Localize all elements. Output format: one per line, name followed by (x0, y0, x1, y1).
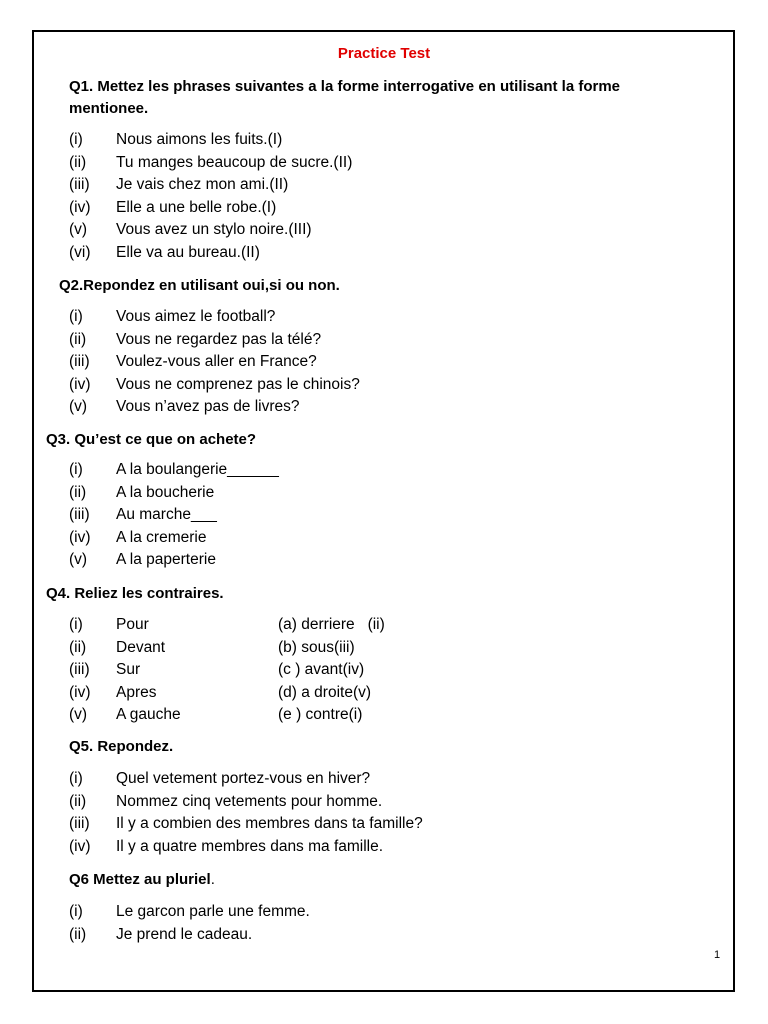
list-item (69, 659, 385, 682)
q6-heading-suffix: . (210, 871, 215, 888)
list-item (69, 374, 360, 397)
item-number: (i) (69, 616, 83, 633)
item-left: A gauche (116, 706, 181, 723)
list-item (69, 549, 279, 572)
item-left: Devant (116, 638, 166, 656)
item-text: A la boucherie (116, 483, 215, 501)
item-number: (iii) (69, 353, 90, 370)
item-right: (e ) contre(i) (278, 706, 363, 723)
list-item (69, 768, 423, 791)
list-item (69, 306, 360, 329)
list-item (69, 174, 352, 197)
item-left: Sur (116, 661, 141, 678)
list-item (69, 482, 279, 505)
item-text: Elle va au bureau.(II) (116, 243, 260, 261)
item-text: Elle a une belle robe.(I) (116, 198, 277, 216)
list-item (69, 219, 352, 242)
item-text: Vous aimez le football? (116, 308, 276, 325)
item-number: (v) (69, 551, 88, 568)
item-number: (iii) (69, 176, 90, 193)
item-right: (d) a droite(v) (278, 683, 372, 701)
item-text: A la cremerie (116, 528, 207, 546)
list-item (69, 152, 352, 175)
q4-heading-prefix: Q4 (46, 585, 67, 602)
item-text: Vous ne comprenez pas le chinois? (116, 375, 360, 393)
item-number: (i) (69, 131, 83, 148)
list-item (69, 527, 279, 550)
q1-heading-line2: mentionee. (69, 100, 149, 117)
list-item (69, 704, 385, 727)
item-number: (iv) (69, 375, 91, 393)
q2-heading: Q2.Repondez en utilisant oui,si ou non. (59, 277, 340, 294)
item-right: (a) derriere (ii) (278, 616, 385, 633)
item-number: (i) (69, 461, 83, 478)
item-number: (iii) (69, 815, 90, 832)
list-item (69, 813, 423, 836)
list-item (69, 459, 279, 482)
list-item (69, 329, 360, 352)
item-text: Nommez cinq vetements pour homme. (116, 792, 383, 810)
item-right: (c ) avant(iv) (278, 661, 365, 678)
item-number: (ii) (69, 638, 87, 656)
q4-list (69, 614, 385, 727)
item-number: (v) (69, 706, 88, 723)
item-text: Il y a combien des membres dans ta famille? (116, 815, 423, 832)
item-number: (v) (69, 398, 88, 415)
item-text: Tu manges beaucoup de sucre.(II) (116, 153, 353, 171)
q4-heading (46, 583, 224, 605)
list-item (69, 396, 360, 419)
q4-heading-rest: . Reliez les contraires. (66, 585, 224, 602)
item-number: (iv) (69, 837, 91, 855)
q1-heading (69, 76, 620, 120)
item-number: (iii) (69, 506, 90, 523)
item-number: (i) (69, 770, 83, 787)
item-text: A la boulangerie______ (116, 461, 279, 478)
q6-heading (69, 869, 215, 891)
q3-heading: Q3. Qu’est ce que on achete? (46, 431, 257, 448)
item-number: (ii) (69, 330, 87, 348)
item-right: (b) sous(iii) (278, 638, 355, 656)
q1-list (69, 129, 352, 264)
item-number: (ii) (69, 792, 87, 810)
list-item (69, 637, 385, 660)
item-number: (ii) (69, 483, 87, 501)
item-text: Quel vetement portez-vous en hiver? (116, 770, 371, 787)
item-text: Vous n’avez pas de livres? (116, 398, 300, 415)
item-number: (v) (69, 221, 88, 238)
item-text: Nous aimons les fuits.(I) (116, 131, 283, 148)
q5-heading: Q5. Repondez. (69, 738, 174, 755)
q6-list (69, 901, 310, 946)
list-item (69, 682, 385, 705)
page-number: 1 (714, 949, 721, 961)
item-text: Voulez-vous aller en France? (116, 353, 317, 370)
q1-heading-line1: Q1. Mettez les phrases suivantes a la forme interrogative en utilisant la forme (69, 78, 621, 95)
item-text: Je prend le cadeau. (116, 925, 253, 943)
list-item (69, 504, 279, 527)
item-number: (vi) (69, 243, 91, 261)
list-item (69, 836, 423, 859)
list-item (69, 129, 352, 152)
item-text: A la paperterie (116, 551, 216, 568)
item-text: Je vais chez mon ami.(II) (116, 176, 289, 193)
item-text: Vous avez un stylo noire.(III) (116, 221, 312, 238)
item-left: Apres (116, 683, 157, 701)
item-text: Il y a quatre membres dans ma famille. (116, 837, 384, 855)
item-number: (iv) (69, 528, 91, 546)
list-item (69, 924, 310, 947)
list-item (69, 614, 385, 637)
item-number: (iv) (69, 198, 91, 216)
q5-list (69, 768, 423, 858)
item-number: (i) (69, 308, 83, 325)
list-item (69, 197, 352, 220)
item-number: (ii) (69, 925, 87, 943)
page-title: Practice Test (337, 45, 431, 62)
q6-heading-text: Q6 Mettez au pluriel (69, 871, 211, 888)
item-text: Le garcon parle une femme. (116, 903, 310, 920)
item-number: (ii) (69, 153, 87, 171)
list-item (69, 791, 423, 814)
q2-list (69, 306, 360, 419)
list-item (69, 901, 310, 924)
item-number: (iii) (69, 661, 90, 678)
list-item (69, 351, 360, 374)
item-number: (iv) (69, 683, 91, 701)
item-text: Au marche___ (116, 506, 217, 523)
item-left: Pour (116, 616, 149, 633)
item-number: (i) (69, 903, 83, 920)
q3-list (69, 459, 279, 572)
list-item (69, 242, 352, 265)
item-text: Vous ne regardez pas la télé? (116, 330, 322, 348)
